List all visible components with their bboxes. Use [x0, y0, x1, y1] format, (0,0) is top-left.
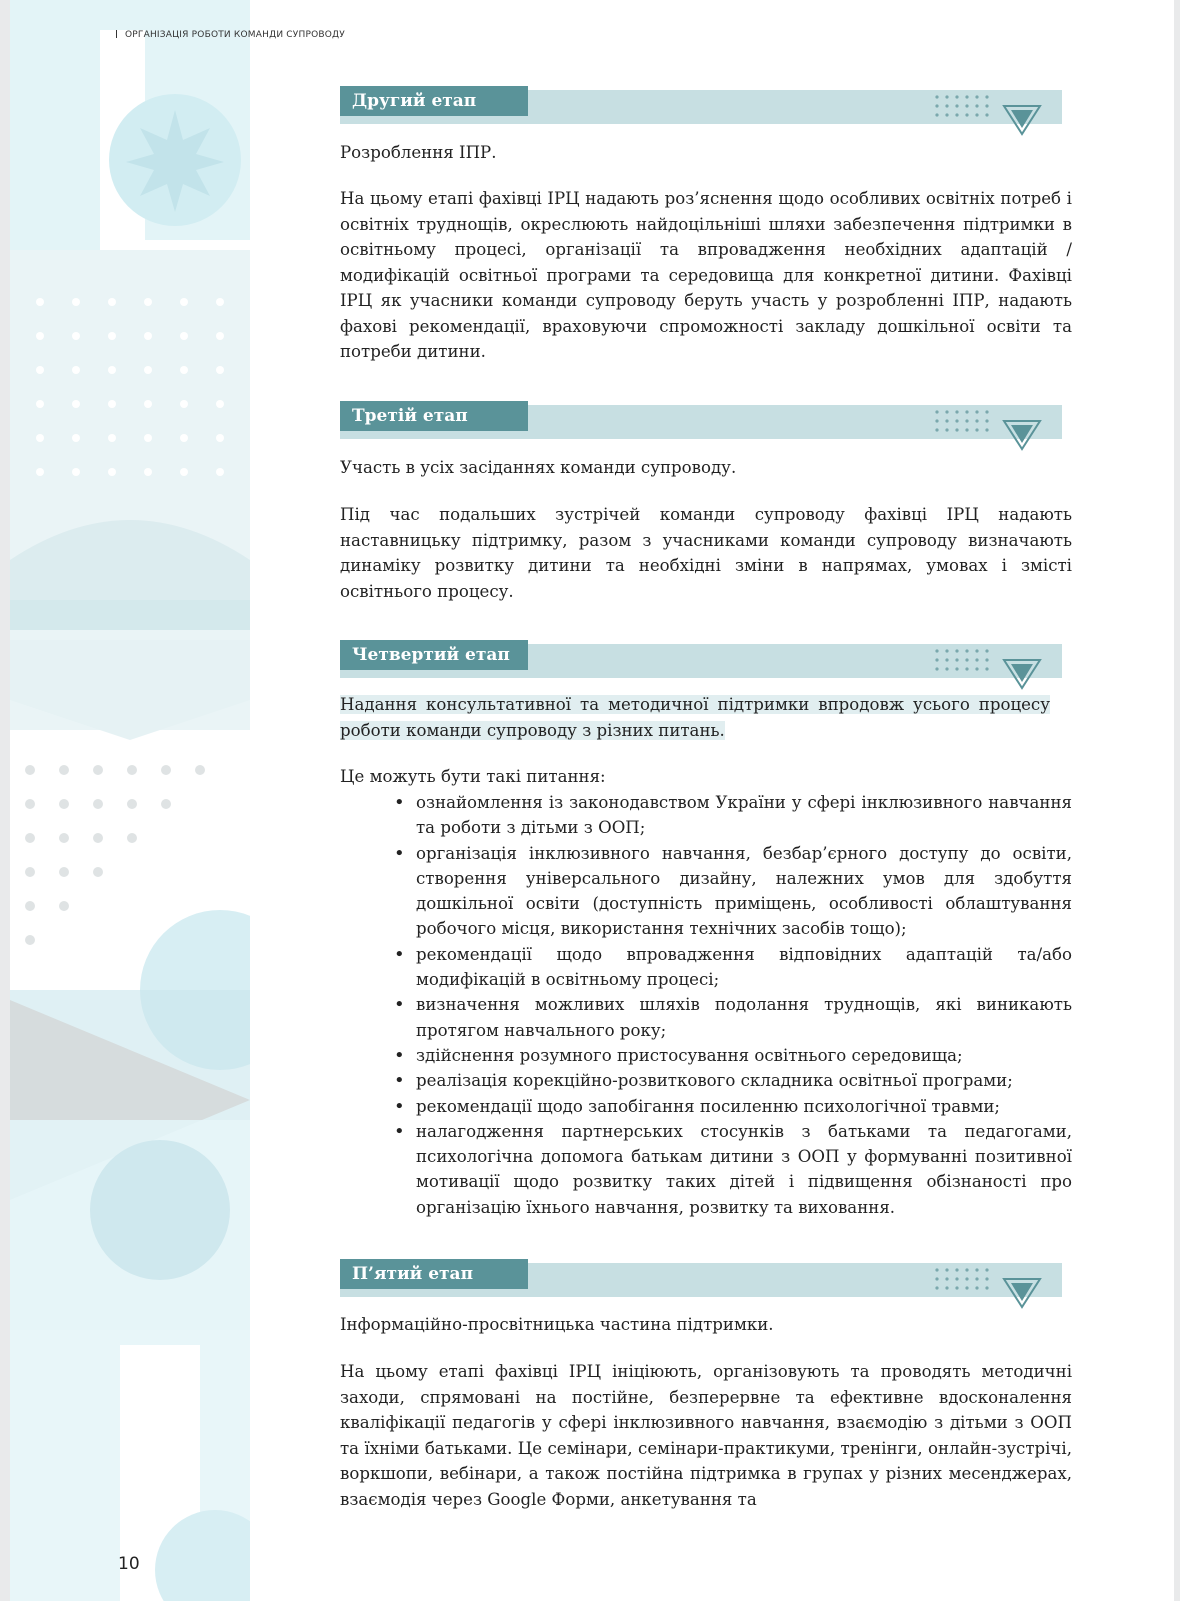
stage-lead: Надання консультативної та методичної підтримки впродовж усього процесу роботи команди супроводу з різних питань. [340, 695, 1050, 740]
stage-title: П’ятий етап [340, 1259, 528, 1289]
stage-header-3 [340, 401, 1072, 447]
stage-header-5 [340, 1259, 1072, 1305]
stage-header-4 [340, 640, 1072, 686]
stage-bullet-list [416, 790, 1072, 1220]
stage-intro: Це можуть бути такі питання: [340, 767, 606, 786]
stage-title: Четвертий етап [340, 640, 528, 670]
decorative-side-pattern [10, 0, 250, 1601]
stage-header-2 [340, 86, 1072, 132]
dot-grid-icon [934, 1267, 996, 1293]
list-item: • налагодження партнерських стосунків з батьками та педагогами, психологічна допомога батькам дитини з ООП у формуванні позитивної мотивації щодо розвитку таких дітей і підвищення обізнаності про організацію їхнього навчання, розвитку та виховання. [416, 1119, 1072, 1220]
page-number: 10 [118, 1554, 140, 1574]
stage-lead: Розроблення ІПР. [340, 143, 497, 162]
stage-lead-highlighted [340, 692, 1050, 743]
stage-lead: Участь в усіх засіданнях команди супроводу. [340, 458, 737, 477]
list-item: • реалізація корекційно-розвиткового складника освітньої програми; [416, 1068, 1072, 1093]
running-head-text: ОРГАНІЗАЦІЯ РОБОТИ КОМАНДИ СУПРОВОДУ [125, 30, 345, 40]
stage-title: Другий етап [340, 86, 528, 116]
stage-lead: Інформаційно-просвітницька частина підтримки. [340, 1315, 774, 1334]
triangle-down-icon [1002, 1277, 1042, 1311]
stage-body: Під час подальших зустрічей команди супроводу фахівці ІРЦ надають наставницьку підтримку, разом з учасниками команди супроводу визначають динаміку розвитку дитини та необхідні зміни в напрямах, умовах і змісті освітнього процесу. [340, 505, 1072, 601]
triangle-down-icon [1002, 104, 1042, 138]
stage-body: На цьому етапі фахівці ІРЦ надають роз’яснення щодо особливих освітніх потреб і освітніх труднощів, окреслюють найдоцільніші шляхи забезпечення підтримки в освітньому процесі, організації та впровадження необхідних адаптацій / модифікацій освітньої програми та середовища для конкретної дитини. Фахівці ІРЦ як учасники команди супроводу беруть участь у розробленні ІПР, надають фахові рекомендації, враховуючи спроможності закладу дошкільної освіти та потреби дитини. [340, 189, 1072, 361]
triangle-down-icon [1002, 658, 1042, 692]
dot-grid-icon [934, 94, 996, 120]
stage-title: Третій етап [340, 401, 528, 431]
list-item: • здійснення розумного пристосування освітнього середовища; [416, 1043, 1072, 1068]
list-item: • рекомендації щодо запобігання посиленню психологічної травми; [416, 1094, 1072, 1119]
running-head [116, 30, 345, 40]
list-item: • організація інклюзивного навчання, безбар’єрного доступу до освіти, створення універсального дизайну, належних умов для здобуття дошкільної освіти (доступність приміщень, особливості облаштування робочого місця, використання технічних засобів тощо); [416, 841, 1072, 942]
list-item: • визначення можливих шляхів подолання труднощів, які виникають протягом навчального року; [416, 992, 1072, 1043]
triangle-down-icon [1002, 419, 1042, 453]
dot-grid-icon [934, 409, 996, 435]
stage-body: На цьому етапі фахівці ІРЦ ініціюють, організовують та проводять методичні заходи, спрямовані на постійне, безперервне та ефективне вдосконалення кваліфікації педагогів у сфері інклюзивного навчання, взаємодію з дітьми з ООП та їхніми батьками. Це семінари, семінари-практикуми, тренінги, онлайн-зустрічі, воркшопи, вебінари, а також постійна підтримка в групах у різних месенджерах, взаємодія через Google Форми, анкетування та [340, 1362, 1072, 1509]
dot-grid-icon [934, 648, 996, 674]
list-item: • ознайомлення із законодавством України у сфері інклюзивного навчання та роботи з дітьми з ООП; [416, 790, 1072, 841]
running-head-divider [116, 30, 117, 38]
document-page [10, 0, 1174, 1601]
list-item: • рекомендації щодо впровадження відповідних адаптацій та/або модифікацій в освітньому процесі; [416, 942, 1072, 993]
